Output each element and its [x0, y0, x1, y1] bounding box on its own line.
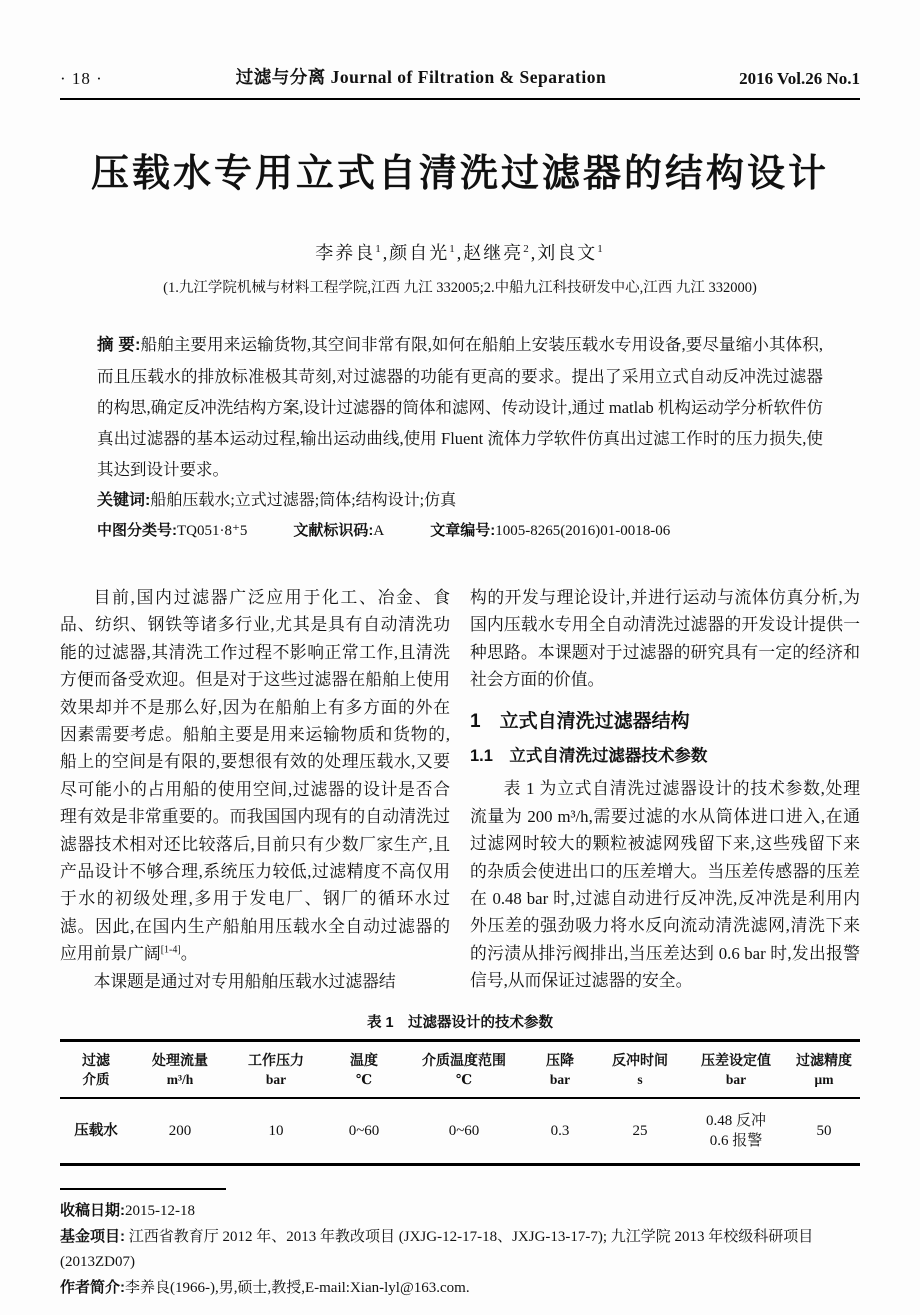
paragraph: 本课题是通过对专用船舶压载水过滤器结: [93, 971, 396, 991]
doc-code-label: 文献标识码:: [293, 522, 374, 539]
article-id-item: [430, 519, 670, 540]
table-header-cell: 压降 bar: [524, 1041, 596, 1099]
abstract-paragraph: [97, 329, 823, 485]
author-affil-sup: 1: [375, 243, 383, 255]
paragraph: 构的开发与理论设计,并进行运动与流体仿真分析,为国内压载水专用全自动清洗过滤器的开发设计提供一种思路。本课题对于过滤器的研究具有一定的经济和社会方面的价值。: [470, 588, 860, 690]
authors-line: [60, 239, 860, 265]
params-table: [60, 1039, 860, 1166]
author-affil-sup: 2: [523, 243, 531, 255]
table-row: [60, 1098, 860, 1165]
keywords-label: 关键词:: [97, 492, 151, 509]
table-header-cell: 过滤精度 μm: [788, 1041, 860, 1099]
keywords-line: [97, 486, 823, 516]
affiliation: (1.九江学院机械与材料工程学院,江西 九江 332005;2.中船九江科技研发中心,江西 九江 332000): [163, 280, 757, 296]
doc-code-value: A: [373, 523, 385, 539]
keywords-text: 船舶压载水;立式过滤器;筒体;结构设计;仿真: [150, 492, 457, 509]
footnote-rule: [60, 1188, 226, 1190]
clc-item: [97, 519, 247, 540]
body-right-column: [470, 584, 860, 995]
citation-ref: [1-4]: [160, 944, 181, 956]
table-data-cell: 0~60: [348, 1123, 380, 1140]
paragraph: 目前,国内过滤器广泛应用于化工、冶金、食品、纺织、钢铁等诸多行业,尤其是具有自动清洗功能的过滤器,其清洗工作过程不影响正常工作,且清洗方便而备受欢迎。但是对于这些过滤器在船舶上使用效果却并不是那么好,因为在船舶上有多方面的外在因素需要考虑。船舶主要是用来运输物质和货物的,船上的空间是有限的,要想很有效的处理压载水,又要尽可能小的占用船的使用空间,过滤器的设计是否合理有效是非常重要的。而我国国内现有的自动清洗过滤器技术相对还比较落后,目前只有少数厂家生产,且产品设计不够合理,系统压力较低,过滤精度不高仅用于水的初级处理,多用于发电厂、钢厂的循环水过滤。因此,在国内生产船舶用压载水全自动过滤器的应用前景广阔[1-4]。: [60, 588, 450, 964]
table-header-cell: 工作压力 bar: [228, 1041, 324, 1099]
table-data-cell: 50: [816, 1123, 832, 1140]
author-affil-sup: 1: [597, 243, 605, 255]
author-name: 赵继亮$^2$,: [463, 243, 538, 263]
subsection-heading: 1.1 立式自清洗过滤器技术参数: [470, 747, 708, 766]
clc-label: 中图分类号:: [97, 522, 177, 539]
body-columns: [60, 584, 860, 995]
table-data-cell: 压载水: [74, 1123, 118, 1140]
table-header-cell: 处理流量 m³/h: [132, 1041, 228, 1099]
abstract-label: 摘 要:: [97, 336, 141, 354]
received-date: 收稿日期:2015-12-18: [60, 1202, 195, 1220]
abstract-block: [97, 329, 823, 540]
paper-title: 压载水专用立式自清洗过滤器的结构设计: [90, 153, 829, 195]
table-title: 表 1 过滤器设计的技术参数: [366, 1015, 554, 1032]
author-bio: 作者简介:李养良(1966-),男,硕士,教授,E-mail:Xian-lyl@163.com.: [60, 1279, 470, 1297]
clc-value: TQ051·8⁺5: [177, 523, 248, 539]
author-name: 李养良$^1$,: [315, 243, 390, 263]
paragraph: 表 1 为立式自清洗过滤器设计的技术参数,处理流量为 200 m³/h,需要过滤的水从筒体进口进入,在通过滤网时较大的颗粒被滤网残留下来,这些残留下来的杂质会使进出口的压差增大。当压差传感器的压差在 0.48 bar 时,过滤自动进行反冲洗,反冲洗是利用内外压差的强劲吸力将水反向流动清洗滤网,清洗下来的污渍从排污阀排出,当压差达到 0.6 bar 时,发出报警信号,从而保证过滤器的安全。: [470, 779, 860, 991]
author-affil-sup: 1: [449, 243, 457, 255]
page-header: [60, 64, 860, 100]
table-header-cell: 压差设定值 bar: [684, 1041, 788, 1099]
table-data-cell: 0.48 反冲 0.6 报警: [705, 1113, 766, 1150]
page-number: · 18 ·: [60, 69, 103, 88]
table-header-cell: 反冲时间 s: [596, 1041, 684, 1099]
table-header-cell: 温度 ℃: [324, 1041, 404, 1099]
classification-line: [97, 519, 823, 540]
issue-info: 2016 Vol.26 No.1: [739, 69, 860, 88]
footnote-block: [60, 1188, 860, 1301]
table-data-cell: 0~60: [448, 1123, 480, 1140]
table-data-cell: 10: [268, 1123, 284, 1140]
table-header-cell: 过滤 介质: [60, 1041, 132, 1099]
section-heading: 1 立式自清洗过滤器结构: [470, 710, 690, 732]
doc-code-item: [293, 519, 384, 540]
table-block: [60, 1011, 860, 1166]
journal-name: 过滤与分离 Journal of Filtration & Separation: [235, 67, 607, 87]
abstract-text: 船舶主要用来运输货物,其空间非常有限,如何在船舶上安装压载水专用设备,要尽量缩小其体积,而且压载水的排放标准极其苛刻,对过滤器的功能有更高的要求。提出了采用立式自动反冲洗过滤器的构思,确定反冲洗结构方案,设计过滤器的筒体和滤网、传动设计,通过 matlab 机构运动学分析软件仿真出过滤器的基本运动过程,输出运动曲线,使用 Fluent 流体力学软件仿真出过滤工作时的压力损失,使其达到设计要求。: [97, 335, 823, 479]
body-left-column: [60, 584, 450, 995]
article-id-label: 文章编号:: [430, 522, 496, 539]
table-header-row: [60, 1041, 860, 1099]
table-data-cell: 200: [168, 1123, 192, 1140]
article-id-value: 1005-8265(2016)01-0018-06: [495, 523, 671, 539]
author-name: 刘良文$^1$: [537, 243, 605, 263]
author-name: 颜自光$^1$,: [389, 243, 464, 263]
table-data-cell: 25: [632, 1123, 648, 1140]
table-data-cell: 0.3: [550, 1123, 570, 1140]
fund-project: 基金项目: 江西省教育厅 2012 年、2013 年教改项目 (JXJG-12-17-18、JXJG-13-17-7); 九江学院 2013 年校级科研项目 (2013ZD07): [60, 1228, 814, 1271]
table-header-cell: 介质温度范围 ℃: [404, 1041, 524, 1099]
